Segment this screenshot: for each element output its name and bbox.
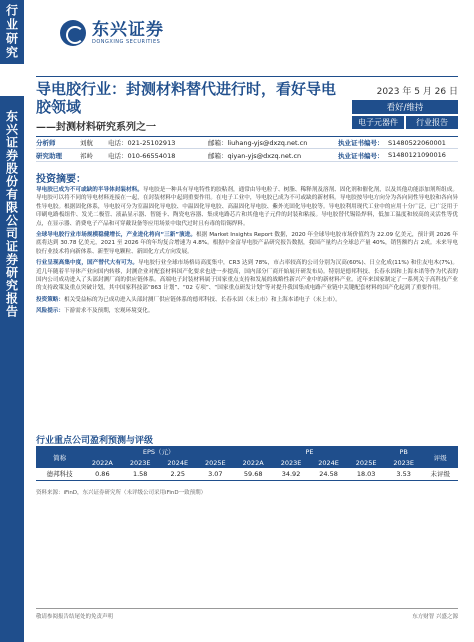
footer-divider	[36, 608, 458, 609]
table-cell: 59.68	[234, 468, 272, 480]
paragraph-lead: 全球导电胶行业市场规模稳健增长，产业进化将向“三新”演进。	[36, 232, 197, 239]
logo-icon	[60, 20, 86, 46]
paragraph-lead: 行业呈现高集中度，国产替代大有可为。	[36, 260, 138, 267]
logo-name-en: DONGXING SECURITIES	[92, 39, 161, 45]
summary-paragraph	[36, 186, 458, 228]
rating-badge: 看好/维持	[352, 100, 458, 114]
paragraph-text: 根据 Market Insights Report 数据，2020 年全球导电胶市场价值约为 22.09 亿美元，预计到 2026 年底将达到 30.78 亿美元，2021 至 2026 年的年均复合增速为 4.8%。根据中金富导电胶产品研究报告数据，我国产量约占全球总产量 40%，销售额约占 2成。未来导电胶行业技术将向新体系、新型导电颗粒、新固化方式方向发展。	[36, 232, 458, 255]
analyst-email: 邮箱：liuhang-yjs@dxzq.net.cn	[208, 139, 308, 147]
col-header-rating: 评级	[422, 446, 458, 468]
report-meta	[352, 84, 458, 129]
analyst-cert: S1480121090016	[388, 151, 446, 159]
company-rating: 未评级	[422, 468, 458, 480]
analyst-row	[36, 136, 458, 149]
col-year: 2025E	[347, 457, 385, 468]
col-header-eps: EPS（元）	[83, 446, 234, 457]
paragraph-lead: 投资策略：	[36, 296, 64, 303]
col-year: 2024E	[310, 457, 348, 468]
sidebar-category-block	[0, 0, 24, 64]
table-cell: 24.58	[310, 468, 348, 480]
sidebar-company-block	[0, 96, 24, 642]
forecast-table	[36, 446, 458, 481]
analyst-name: 祁岭	[80, 151, 93, 160]
header-divider	[36, 76, 458, 77]
summary-paragraph	[36, 296, 458, 304]
paragraph-lead: 导电胶已成为不可或缺的半导体封装材料。	[36, 187, 143, 193]
paragraph-text: 相关受益标的为已成功进入头部封测厂供应链体系的德邦科技、长春永固（未上市）和上海本诺电子（未上市）。	[63, 296, 341, 303]
analyst-phone: 电话：010-66554018	[108, 151, 176, 160]
col-year: 2024E	[159, 457, 197, 468]
company-logo	[60, 20, 164, 46]
analyst-cert-label: 执业证书编号：	[338, 151, 384, 160]
analyst-role: 分析师	[36, 139, 56, 147]
table-cell: 18.03	[347, 468, 385, 480]
forecast-table-title: 行业重点公司盈利预测与评级	[36, 436, 154, 446]
analyst-email: 邮箱：qiyan-yjs@dxzq.net.cn	[208, 151, 302, 160]
analyst-phone: 电话：021-25102913	[108, 139, 176, 147]
col-year: 2022A	[83, 457, 121, 468]
table-cell: 1.58	[121, 468, 159, 480]
report-type-tag: 行业报告	[406, 116, 458, 129]
analyst-name: 刘航	[80, 139, 93, 147]
industry-tag: 电子元器件	[352, 116, 404, 129]
table-cell: 34.92	[272, 468, 310, 480]
summary-paragraph	[36, 259, 458, 293]
col-year: 2023E	[121, 457, 159, 468]
paragraph-text: 导电胶行业全球市场格局高度集中，CR3 达到 78%，市占率较高的公司分别为汉高(60%)、日立化成(11%) 和住友电木(7%)。近几年随着半导体产业向国内转移，封测企业对配套材料国产化要求也进一步提高，国内部分厂商开始展开研发布局。特别是德邦科技、长春永固和上海本诺等作为代表的国内公司成功进入了头部封测厂商的供应链体系。高端电子封装材料属于国家重点支持和发展的战略性新兴产业中的新材料产业。近年来国家制定了一系列关于高科技产业的支持政策及重点突破计划，其中国家科技部“863 计划”、“02 专项”、“国家重点研发计划”等对提升我国集成电路产业链中关键配套材料的国产化起到了重要作用。	[36, 260, 458, 292]
report-subtitle: ——封测材料研究系列之一	[36, 122, 156, 133]
sidebar-company-label: 东兴证券股份有限公司证券研究报告	[4, 110, 19, 318]
table-source: 资料来源：iFinD，东兴证券研究所（未评级公司采用iFinD一致预期）	[36, 490, 207, 496]
summary-heading: 投资摘要：	[36, 174, 86, 185]
table-cell: 3.53	[385, 468, 423, 480]
summary-paragraph	[36, 231, 458, 256]
table-cell: 3.07	[197, 468, 235, 480]
summary-paragraph	[36, 307, 458, 315]
table-cell: 0.86	[83, 468, 121, 480]
paragraph-lead: 风险提示：	[36, 308, 64, 315]
col-year: 2022A	[234, 457, 272, 468]
col-header-name: 简称	[36, 446, 83, 468]
table-cell: 2.25	[159, 468, 197, 480]
logo-name-cn: 东兴证券	[92, 20, 164, 40]
paragraph-text: 下游需求不及预期，宏观环境变化。	[63, 308, 154, 315]
table-row	[36, 468, 458, 480]
sidebar-category-label: 行业研究	[4, 4, 19, 60]
analyst-cert: S1480522060001	[388, 138, 446, 147]
col-header-pe: PE	[234, 446, 385, 457]
left-sidebar	[0, 0, 24, 642]
footer-disclaimer: 敬请参阅报告结尾处的免责声明	[36, 614, 114, 620]
report-title: 导电胶行业：封测材料替代进行时，看好导电胶领域	[36, 80, 337, 116]
analyst-role: 研究助理	[36, 151, 62, 160]
col-year: 2023E	[385, 457, 423, 468]
col-year: 2025E	[197, 457, 235, 468]
report-date: 2023 年 5 月 26 日	[376, 87, 458, 97]
paragraph-text: 导电胶是一种具有导电特性的胶粘剂，通常由导电粒子、树脂、稀释剂及溶剂、固化剂和催化剂，以及其他功能添加剂所组成。导电胶可以将不同的导电材料连接在一起，在封装材料中起到重要作用。在电子工业中，导电胶已成为不可或缺的新材料。导电胶按导电方向分为各向同性导电胶和各向异性导电胶。根据固化体系，导电胶可分为室温固化导电胶、中温固化导电胶、高温固化导电胶、紫外光固化导电胶等。导电胶利用现代工业中的应用十分广泛，已广泛用于印刷电路板组件、发光二极管、液晶显示器、智能卡、陶瓷电容器、集成电路芯片和其他电子元件的封装和粘接。导电胶替代锡铅焊料，低加工温度和较高的灵活性等优点，在显示器、消费电子产品和可穿戴设备等应用场景中取代过时且有毒的铅锡焊料。	[36, 187, 458, 227]
analyst-table	[36, 136, 458, 162]
analyst-cert-label: 执业证书编号：	[338, 139, 384, 147]
analyst-row	[36, 149, 458, 162]
col-header-pb: PB	[385, 446, 423, 457]
company-name: 德邦科技	[36, 468, 83, 480]
summary-body	[36, 186, 458, 319]
footer-slogan: 东方财智 兴盛之源	[412, 614, 458, 620]
col-year: 2023E	[272, 457, 310, 468]
